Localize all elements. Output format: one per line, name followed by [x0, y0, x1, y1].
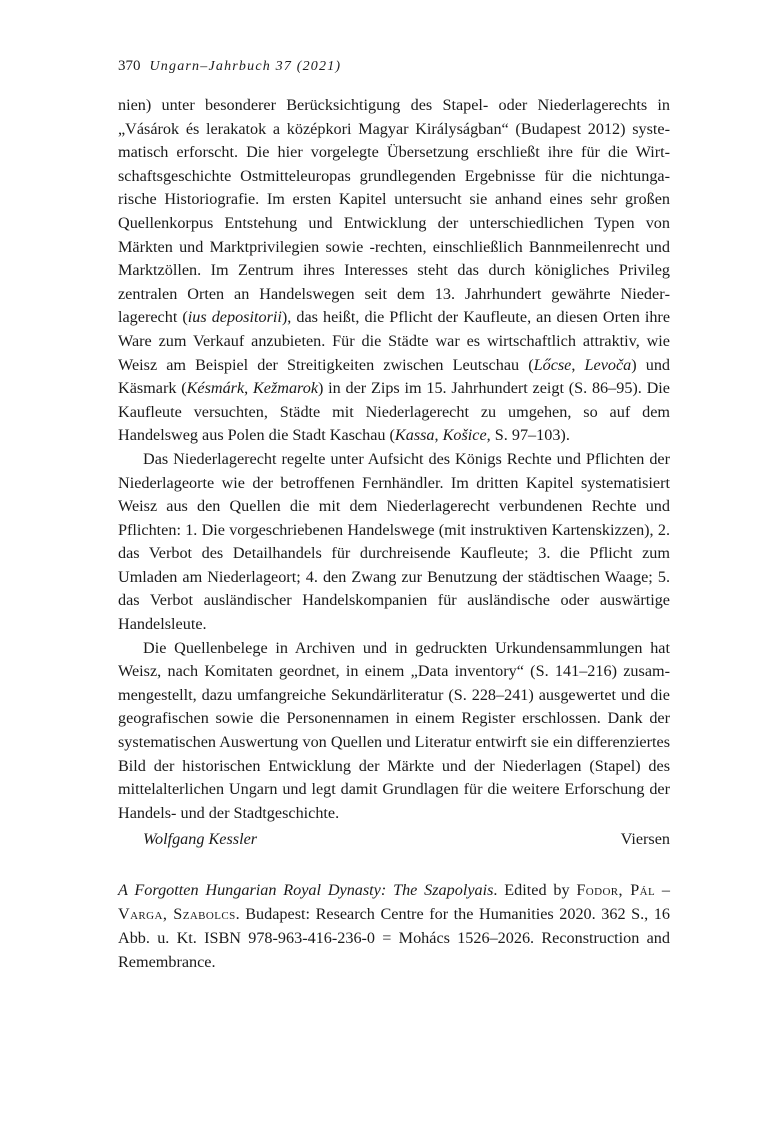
paragraph-text: , [434, 426, 443, 445]
paragraph-text: , S. 97–103). [486, 426, 570, 445]
book-title: A Forgotten Hungarian Royal Dynasty: The Szapolyais [118, 881, 494, 900]
editor-separator: – [655, 881, 670, 900]
italic-term: Košice [442, 426, 487, 445]
reviewer-place: Viersen [620, 830, 670, 849]
paragraph-text: ) in der Zips im 15. Jahrhundert zeigt (S. 86–95). Die Kaufleute versuchten, Städte mit Niederlagerecht zu umgehen, so auf dem Handelsweg aus Polen die Stadt Kaschau ( [118, 379, 670, 445]
italic-term: Kežmarok [252, 379, 319, 398]
review-body [118, 94, 670, 825]
next-review-heading [118, 878, 670, 974]
running-head [118, 56, 670, 77]
italic-term: Levoča [584, 355, 632, 374]
italic-term: Kassa [394, 426, 435, 445]
editor-1: Fodor, Pál [576, 881, 656, 900]
italic-term: Lőcse [533, 355, 572, 374]
publication-details: . Budapest: Research Centre for the Humanities 2020. 362 S., 16 Abb. u. Kt. ISBN 978-963-416-236-0 = Mohács 1526–2026. Reconstruction and Remembrance. [118, 905, 671, 972]
paragraph-text: ) und Käsmark ( [118, 355, 671, 398]
edited-by-text: . Edited by [493, 881, 577, 900]
page-number: 370 [118, 58, 141, 74]
italic-term: ius depositorii [187, 308, 282, 327]
body-paragraph [118, 448, 670, 637]
page [118, 56, 670, 974]
editor-2: Varga, Szabolcs [118, 905, 236, 924]
paragraph-text: ), das heißt, die Pflicht der Kaufleute, an diesen Orten ihre Ware zum Verkauf anzubieten. Für die Städte war es wirtschaftlich attraktiv, wie Weisz am Beispiel der Streitigkeiten zwischen Leutschau ( [118, 308, 671, 374]
journal-title: Ungarn–Jahrbuch 37 (2021) [149, 59, 342, 74]
paragraph-text: , [244, 379, 253, 398]
paragraph-text: nien) unter besonderer Berücksichtigung des Stapel- oder Niederlagerechts in „Vásárok és lerakatok a középkori Magyar Királyságban“ (Budapest 2012) systematisch erforscht. Die hier vorgelegte Übersetzung erschließt ihre für die Wirtschaftsgeschichte Ostmitteleuropas grundlegenden Ergebnisse für die nichtungarische Historiografie. Im ersten Kapitel untersucht sie anhand eines sehr großen Quellenkorpus Entstehung und Entwicklung der unterschiedlichen Typen von Märkten und Marktprivilegien sowie -rechten, einschließlich Bannmeilenrecht und Marktzöllen. Im Zentrum ihres Interesses steht das durch königliches Privileg zentralen Orten an Handelswegen seit dem 13. Jahrhundert gewährte Niederlagerecht ( [118, 96, 670, 327]
paragraph-text: Die Quellenbelege in Archiven und in gedruckten Urkundensammlungen hat Weisz, nach Komitaten geordnet, in einem „Data inventory“ (S. 141–216) zusammengestellt, dazu umfangreiche Sekundärliteratur (S. 228–241) ausgewertet und die geografischen sowie die Personennamen in einem Register erschlossen. Dank der systematischen Auswertung von Quellen und Literatur entwirft sie ein differenziertes Bild der historischen Entwicklung der Märkte und der Niederlagen (Stapel) des mittelalterlichen Ungarn und legt damit Grundlagen für die weitere Erforschung der Handels- und der Stadtgeschichte. [118, 638, 670, 822]
body-paragraph [118, 94, 670, 448]
paragraph-text: Das Niederlagerecht regelte unter Aufsicht des Königs Rechte und Pflichten der Niederlageorte wie der betroffenen Fernhändler. Im dritten Kapitel systematisiert Weisz aus den Quellen die mit dem Niederlagerecht verbundenen Rechte und Pflichten: 1. Die vorgeschriebenen Handelswege (mit instruktiven Kartenskizzen), 2. das Verbot des Detailhandels für durchreisende Kaufleute; 3. die Pflicht zum Umladen am Niederlageort; 4. den Zwang zur Benutzung der städtischen Waage; 5. das Verbot ausländischer Handelskompanien für ausländische oder auswärtige Handelsleute. [118, 449, 670, 634]
body-paragraph [118, 637, 670, 826]
paragraph-text: , [571, 355, 585, 374]
italic-term: Késmárk [186, 379, 245, 398]
review-signature [118, 827, 670, 851]
reviewer-name: Wolfgang Kessler [143, 830, 258, 849]
